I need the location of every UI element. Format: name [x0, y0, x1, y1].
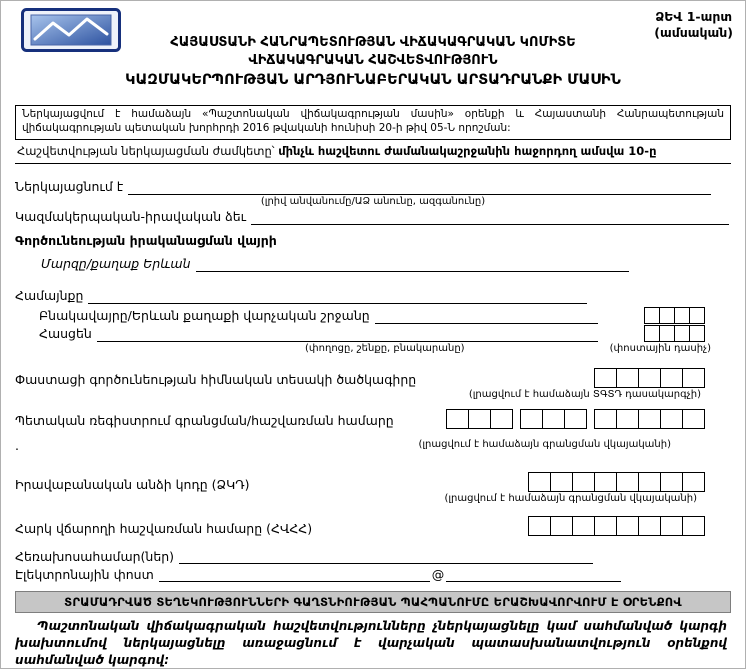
report-type: ՎԻՃԱԿԱԳՐԱԿԱՆ ՀԱՇՎԵՏՎՈՒԹՅՈՒՆ — [248, 52, 498, 68]
digit-cell[interactable] — [594, 409, 617, 429]
tin-cells[interactable] — [528, 516, 705, 536]
postal-code-cells[interactable] — [644, 325, 705, 342]
committee-name: ՀԱՅԱՍՏԱՆԻ ՀԱՆՐԱՊԵՏՈՒԹՅԱՆ ՎԻՃԱԿԱԳՐԱԿԱՆ ԿՈՄԻՏԵ — [170, 35, 576, 50]
digit-cell[interactable] — [616, 516, 639, 536]
digit-cell[interactable] — [682, 368, 705, 388]
form-code-block — [654, 9, 733, 42]
digit-cell[interactable] — [660, 368, 683, 388]
presented-by-input[interactable] — [128, 180, 711, 195]
digit-cell[interactable] — [594, 516, 617, 536]
address-captions-row — [15, 343, 731, 354]
phone-label: Հեռախոսահամար(ներ) — [15, 548, 175, 564]
state-register-cells-group-1[interactable] — [446, 409, 513, 429]
settlement-input[interactable] — [375, 309, 598, 324]
state-register-label: Պետական ռեգիստրում գրանցման/հաշվառման համարը — [15, 413, 394, 429]
digit-cell[interactable] — [660, 409, 683, 429]
form-title: ԿԱԶՄԱԿԵՐՊՈՒԹՅԱՆ ԱՐԴՅՈՒՆԱԲԵՐԱԿԱՆ ԱՐՏԱԴՐԱՆՔԻ ՄԱՍԻՆ — [125, 72, 621, 89]
digit-cell[interactable] — [616, 472, 639, 492]
presented-by-caption: (լրիվ անվանումը/ԱՁ անունը, ազգանունը) — [260, 195, 486, 207]
phone-input[interactable] — [179, 549, 593, 564]
digit-cell[interactable] — [594, 368, 617, 388]
digit-cell[interactable] — [689, 325, 705, 342]
digit-cell[interactable] — [674, 325, 690, 342]
tin-row — [15, 516, 705, 536]
digit-cell[interactable] — [682, 472, 705, 492]
digit-cell[interactable] — [644, 325, 660, 342]
phone-row — [15, 549, 593, 564]
state-register-row — [15, 409, 705, 429]
settlement-label: Բնակավայրը/Երևան քաղաքի վարչական շրջանը — [39, 308, 370, 324]
digit-cell[interactable] — [660, 516, 683, 536]
digit-cell[interactable] — [616, 368, 639, 388]
digit-cell[interactable] — [550, 472, 573, 492]
legal-entity-code-row — [15, 472, 705, 492]
postal-code-caption: (փոստային դասիչ) — [609, 342, 711, 354]
armstat-logo-icon — [21, 8, 121, 52]
state-register-caption-row — [15, 439, 731, 453]
address-input[interactable] — [97, 327, 598, 342]
digit-cell[interactable] — [638, 368, 661, 388]
deadline-note — [15, 140, 731, 164]
digit-cell[interactable] — [520, 409, 543, 429]
digit-cell[interactable] — [644, 307, 660, 324]
tin-label: Հարկ վճարողի հաշվառման համարը (ՀՎՀՀ) — [15, 520, 313, 536]
legal-form-row — [15, 210, 729, 225]
digit-cell[interactable] — [674, 307, 690, 324]
address-caption: (փողոցը, շենքը, բնակարանը) — [305, 342, 465, 354]
state-register-cells-group-3[interactable] — [594, 409, 705, 429]
address-row — [39, 325, 705, 342]
activity-code-cells[interactable] — [594, 368, 705, 388]
activity-location-heading: Գործունեության իրականացման վայրի — [15, 232, 277, 248]
digit-cell[interactable] — [446, 409, 469, 429]
legal-basis-note: Ներկայացվում է համաձայն «Պաշտոնական վիճակագրության մասին» օրենքի և Հայաստանի Հանրապետության վիճակագրության պետական խորհրդի 2016 թվականի հունիսի 20-ի թիվ 05-Ն որոշման: — [15, 105, 731, 139]
state-register-caption: (լրացվում է համաձայն գրանցման վկայականի) — [418, 438, 671, 450]
settlement-code-cells[interactable] — [644, 307, 705, 324]
digit-cell[interactable] — [542, 409, 565, 429]
digit-cell[interactable] — [490, 409, 513, 429]
digit-cell[interactable] — [689, 307, 705, 324]
legal-entity-code-label: Իրավաբանական անձի կոդը (ՁԿԴ) — [15, 476, 250, 492]
liability-note: Պաշտոնական վիճակագրական հաշվետվությունները չներկայացնելը կամ սահմանված կարգի խախտումով ներկայացնելը առաջացնում է վարչական պատասխանատվություն օրենքով սահմանված կարգով: — [15, 619, 727, 667]
digit-cell[interactable] — [594, 472, 617, 492]
email-domain-input[interactable] — [446, 567, 621, 582]
email-local-input[interactable] — [159, 567, 430, 582]
community-row — [15, 289, 587, 304]
community-label: Համայնքը — [15, 288, 84, 304]
digit-cell[interactable] — [682, 516, 705, 536]
legal-form-label: Կազմակերպական-իրավական ձեւ — [15, 209, 247, 225]
digit-cell[interactable] — [638, 516, 661, 536]
email-label: Էլեկտրոնային փոստ — [15, 566, 154, 582]
region-input[interactable] — [196, 257, 629, 272]
form-code: ՁԵՎ 1-արտ — [655, 9, 733, 24]
form-header — [15, 5, 731, 89]
legal-form-input[interactable] — [251, 210, 729, 225]
digit-cell[interactable] — [660, 472, 683, 492]
digit-cell[interactable] — [468, 409, 491, 429]
activity-code-label: Փաստացի գործունեության հիմնական տեսակի ծածկագիրը — [15, 372, 417, 388]
digit-cell[interactable] — [528, 472, 551, 492]
digit-cell[interactable] — [550, 516, 573, 536]
confidentiality-banner: ՏՐԱՄԱԴՐՎԱԾ ՏԵՂԵԿՈՒԹՅՈՒՆՆԵՐԻ ԳԱՂՏՆԻՈՒԹՅԱՆ ՊԱՀՊԱՆՈՒՄԸ ԵՐԱՇԽԱՎՈՐՎՈՒՄ Է ՕՐԵՆՔՈՎ — [15, 591, 731, 613]
digit-cell[interactable] — [572, 516, 595, 536]
state-register-cells-group-2[interactable] — [520, 409, 587, 429]
email-row — [15, 567, 621, 582]
digit-cell[interactable] — [564, 409, 587, 429]
activity-code-caption: (լրացվում է համաձայն ՏԳՏԴ դասակարգչի) — [468, 388, 701, 400]
digit-cell[interactable] — [616, 409, 639, 429]
region-row — [41, 257, 629, 272]
presented-by-row — [15, 180, 711, 195]
deadline-value: մինչև հաշվետու ժամանակաշրջանին հաջորդող ամսվա 10-ը — [278, 143, 657, 158]
address-label: Հասցեն — [39, 326, 92, 342]
deadline-label: Հաշվետվության ներկայացման ժամկետը՝ — [17, 143, 275, 158]
digit-cell[interactable] — [682, 409, 705, 429]
community-input[interactable] — [88, 289, 587, 304]
activity-code-row — [15, 368, 705, 388]
digit-cell[interactable] — [528, 516, 551, 536]
settlement-row — [39, 307, 705, 324]
digit-cell[interactable] — [659, 325, 675, 342]
stray-dot: . — [15, 437, 19, 453]
presented-by-label: Ներկայացնում է — [15, 179, 124, 195]
digit-cell[interactable] — [572, 472, 595, 492]
mountain-chart-icon — [21, 8, 121, 52]
at-sign: @ — [431, 566, 445, 582]
legal-entity-code-caption: (լրացվում է համաձայն գրանցման վկայականի) — [444, 493, 697, 505]
form-period: (ամսական) — [654, 25, 733, 41]
legal-entity-code-cells[interactable] — [528, 472, 705, 492]
digit-cell[interactable] — [638, 409, 661, 429]
region-label: Մարզը/քաղաք Երևան — [41, 256, 191, 272]
digit-cell[interactable] — [659, 307, 675, 324]
digit-cell[interactable] — [638, 472, 661, 492]
